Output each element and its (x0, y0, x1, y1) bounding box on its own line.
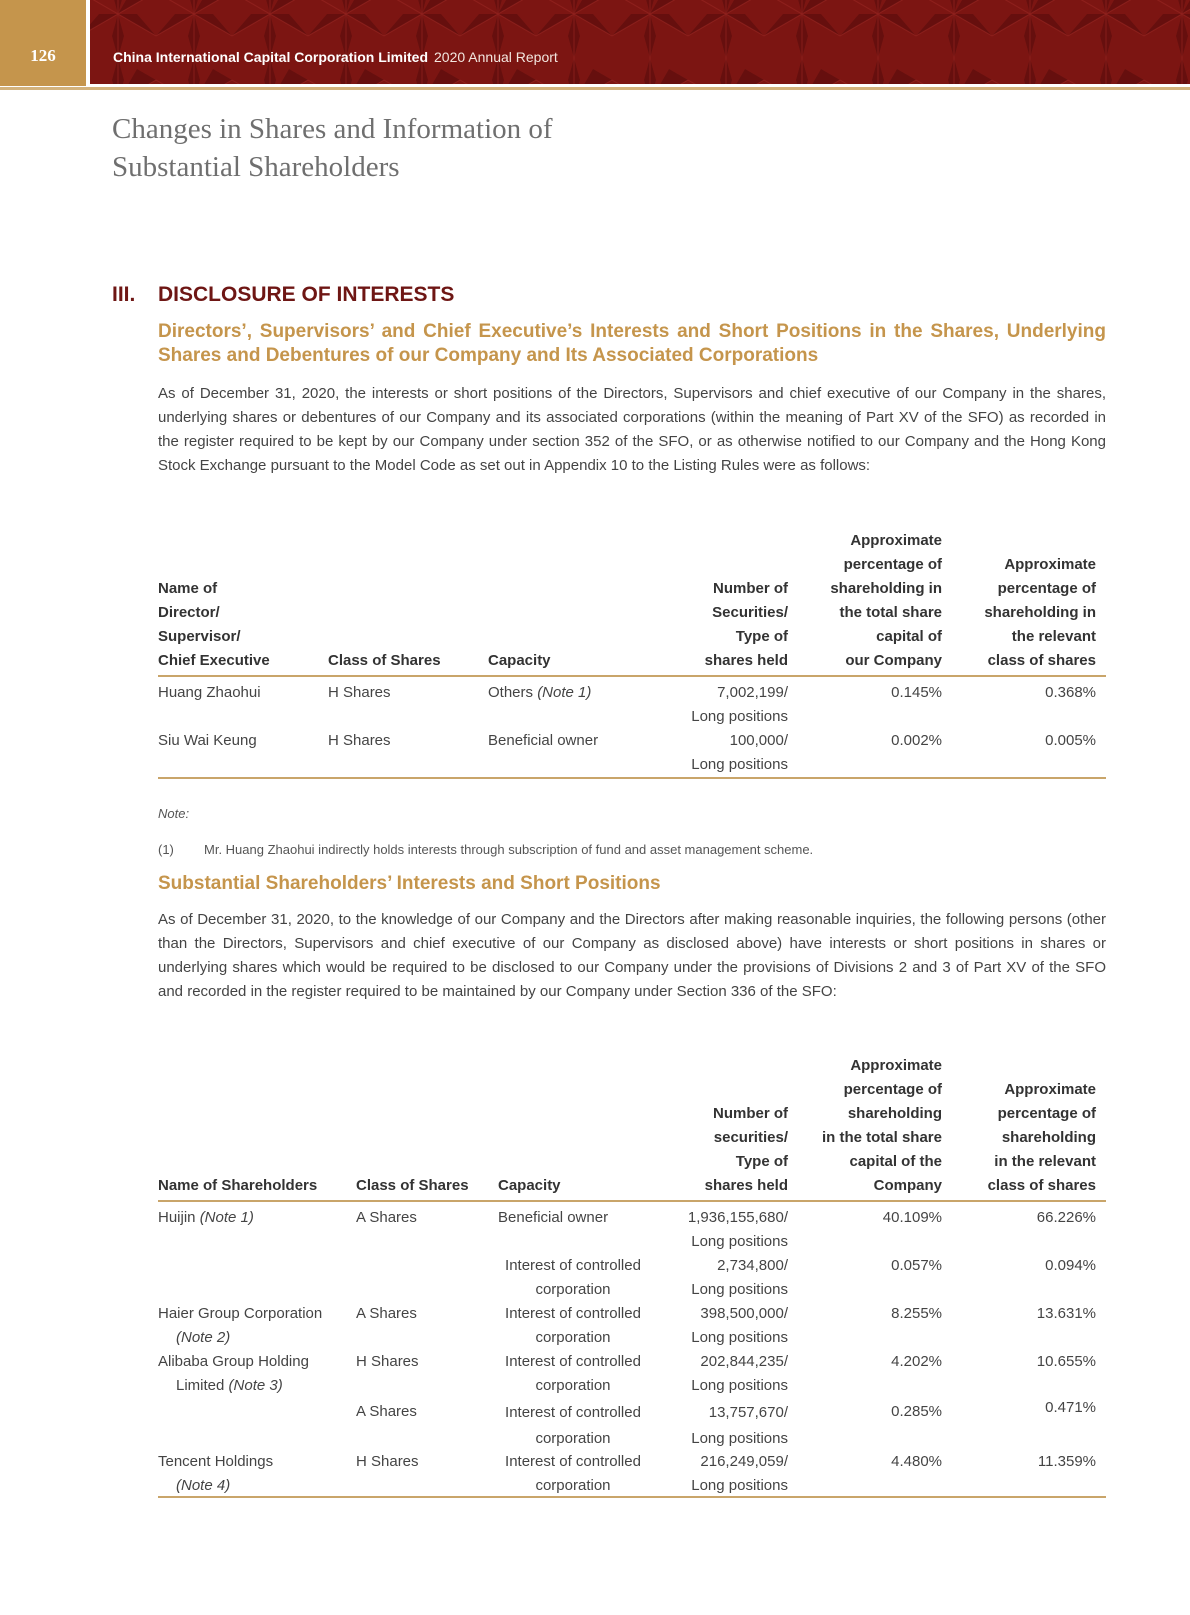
cell-capacity: Others (Note 1) (488, 684, 592, 701)
header-rule (0, 87, 1190, 90)
cell-securities: 13,757,670/ Long positions (691, 1404, 788, 1447)
page-number: 126 (30, 46, 56, 65)
table-bottom-rule (158, 777, 1106, 779)
cell-securities: 1,936,155,680/ Long positions (687, 1209, 788, 1250)
cell-pct-class: 13.631% (1036, 1305, 1096, 1322)
cell-pct-total: 0.285% (891, 1403, 942, 1420)
col-header-name: Name of Shareholders (158, 1177, 318, 1194)
col-header-name: Name of Director/ Supervisor/ Chief Executive (158, 580, 270, 669)
cell-class: A Shares (356, 1305, 417, 1322)
table-row (158, 679, 1106, 727)
substantial-shareholders-table (158, 1050, 1106, 1496)
header-pattern-band (90, 0, 1190, 84)
table-row (158, 1398, 1106, 1448)
cell-pct-total: 4.202% (891, 1353, 942, 1370)
note-ref: (Note 3) (228, 1377, 283, 1394)
col-header-pct-class: Approximate percentage of shareholding in the relevant class of shares (987, 1081, 1096, 1194)
col-header-class: Class of Shares (356, 1177, 469, 1194)
cell-securities: 202,844,235/ Long positions (691, 1353, 788, 1394)
table-row (158, 1348, 1106, 1398)
section-title: DISCLOSURE OF INTERESTS (158, 283, 455, 306)
cell-pct-total: 0.057% (891, 1257, 942, 1274)
cell-pct-total: 0.002% (891, 732, 942, 749)
directors-intro-paragraph: As of December 31, 2020, the interests or short positions of the Directors, Supervisors and chief executive of our Company in the shares, underlying shares or debentures of our Company and its associated corporations (within the meaning of Part XV of the SFO) as recorded in the register required to be kept by our Company under section 352 of the SFO, or as otherwise notified to our Company and the Hong Kong Stock Exchange pursuant to the Model Code as set out in Appendix 10 to the Listing Rules were as follows: (158, 385, 1106, 474)
table-header (158, 527, 1106, 677)
col-header-pct-class: Approximate percentage of shareholding in the relevant class of shares (984, 556, 1096, 669)
note-ref: (Note 4) (176, 1477, 231, 1494)
cell-pct-class: 11.359% (1037, 1453, 1096, 1470)
substantial-intro-paragraph: As of December 31, 2020, to the knowledge of our Company and the Directors after making reasonable inquiries, the following persons (other than the Directors, Supervisors and chief executive of our Company as disclosed above) have interests or short positions in shares or underlying shares which would be required to be disclosed to our Company under the provisions of Divisions 2 and 3 of Part XV of the SFO and recorded in the register required to be maintained by our Company under Section 336 of the SFO: (158, 911, 1106, 1000)
note-ref: (Note 1) (537, 684, 592, 701)
cell-pct-class: 10.655% (1036, 1353, 1096, 1370)
cell-pct-class: 0.471% (1045, 1399, 1096, 1416)
note-number: (1) (158, 842, 174, 857)
cell-pct-class: 66.226% (1036, 1209, 1096, 1226)
cell-capacity: Beneficial owner (498, 1209, 609, 1226)
cell-capacity: Interest of controlled corporation (505, 1353, 641, 1394)
table-row (158, 1252, 1106, 1300)
cell-name: Huijin (Note 1) (158, 1209, 254, 1226)
cell-name: Alibaba Group Holding Limited (Note 3) (158, 1353, 309, 1394)
col-header-class: Class of Shares (328, 652, 441, 669)
cell-pct-class: 0.094% (1045, 1257, 1096, 1274)
cell-securities: 398,500,000/ Long positions (691, 1305, 788, 1346)
cell-pct-total: 8.255% (891, 1305, 942, 1322)
table-row (158, 727, 1106, 775)
cell-name: Siu Wai Keung (158, 732, 257, 749)
cell-class: H Shares (328, 732, 391, 749)
report-title (113, 49, 558, 65)
col-header-pct-total: Approximate percentage of shareholding in the total share capital of the Company (821, 1057, 942, 1194)
section-number: III. (112, 283, 136, 306)
col-header-securities: Number of securities/ Type of shares held (704, 1105, 788, 1194)
cell-class: A Shares (356, 1209, 417, 1226)
company-name: China International Capital Corporation Limited (113, 49, 429, 65)
cell-pct-class: 0.368% (1045, 684, 1096, 701)
table-header (158, 1050, 1106, 1202)
directors-interests-heading: Directors’, Supervisors’ and Chief Executive’s Interests and Short Positions in the Shares, Underlying Shares and Debentures of our Company and Its Associated Corporations (158, 321, 1106, 366)
cell-class: H Shares (328, 684, 391, 701)
note-ref: (Note 2) (176, 1329, 231, 1346)
cell-capacity: Interest of controlled corporation (505, 1257, 641, 1298)
directors-interests-table (158, 527, 1106, 775)
table-row (158, 1204, 1106, 1252)
asanoha-pattern-icon (90, 0, 1190, 84)
cell-pct-total: 4.480% (891, 1453, 942, 1470)
col-header-capacity: Capacity (498, 1177, 561, 1194)
page-title-line-1: Changes in Shares and Information of (112, 113, 553, 145)
cell-capacity: Interest of controlled corporation (505, 1453, 641, 1494)
cell-securities: 100,000/ Long positions (691, 732, 788, 773)
cell-name: Haier Group Corporation (Note 2) (158, 1305, 323, 1346)
page-number-box (0, 0, 86, 86)
cell-securities: 2,734,800/ Long positions (691, 1257, 788, 1298)
cell-pct-class: 0.005% (1045, 732, 1096, 749)
note-label: Note: (158, 806, 190, 821)
cell-class: H Shares (356, 1353, 419, 1370)
report-name: 2020 Annual Report (434, 49, 558, 65)
cell-capacity: Interest of controlled corporation (505, 1404, 641, 1447)
cell-securities: 7,002,199/ Long positions (691, 684, 788, 725)
table-bottom-rule (158, 1496, 1106, 1498)
cell-capacity: Interest of controlled corporation (505, 1305, 641, 1346)
note-text: Mr. Huang Zhaohui indirectly holds interests through subscription of fund and asset management scheme. (204, 842, 814, 857)
table-row (158, 1448, 1106, 1496)
note-ref: (Note 1) (199, 1209, 254, 1226)
table-row (158, 1300, 1106, 1348)
cell-pct-total: 0.145% (891, 684, 942, 701)
cell-name: Tencent Holdings (Note 4) (158, 1453, 274, 1494)
col-header-capacity: Capacity (488, 652, 551, 669)
page-title-line-2: Substantial Shareholders (112, 151, 400, 183)
cell-capacity: Beneficial owner (488, 732, 599, 749)
col-header-securities: Number of Securities/ Type of shares held (704, 580, 788, 669)
cell-class: H Shares (356, 1453, 419, 1470)
cell-securities: 216,249,059/ Long positions (691, 1453, 788, 1494)
substantial-shareholders-heading: Substantial Shareholders’ Interests and Short Positions (158, 873, 661, 894)
cell-name: Huang Zhaohui (158, 684, 261, 701)
col-header-pct-total: Approximate percentage of shareholding in the total share capital of our Company (830, 532, 942, 669)
cell-pct-total: 40.109% (882, 1209, 942, 1226)
cell-class: A Shares (356, 1403, 417, 1420)
page-header (0, 0, 1190, 90)
page-title (112, 110, 553, 186)
